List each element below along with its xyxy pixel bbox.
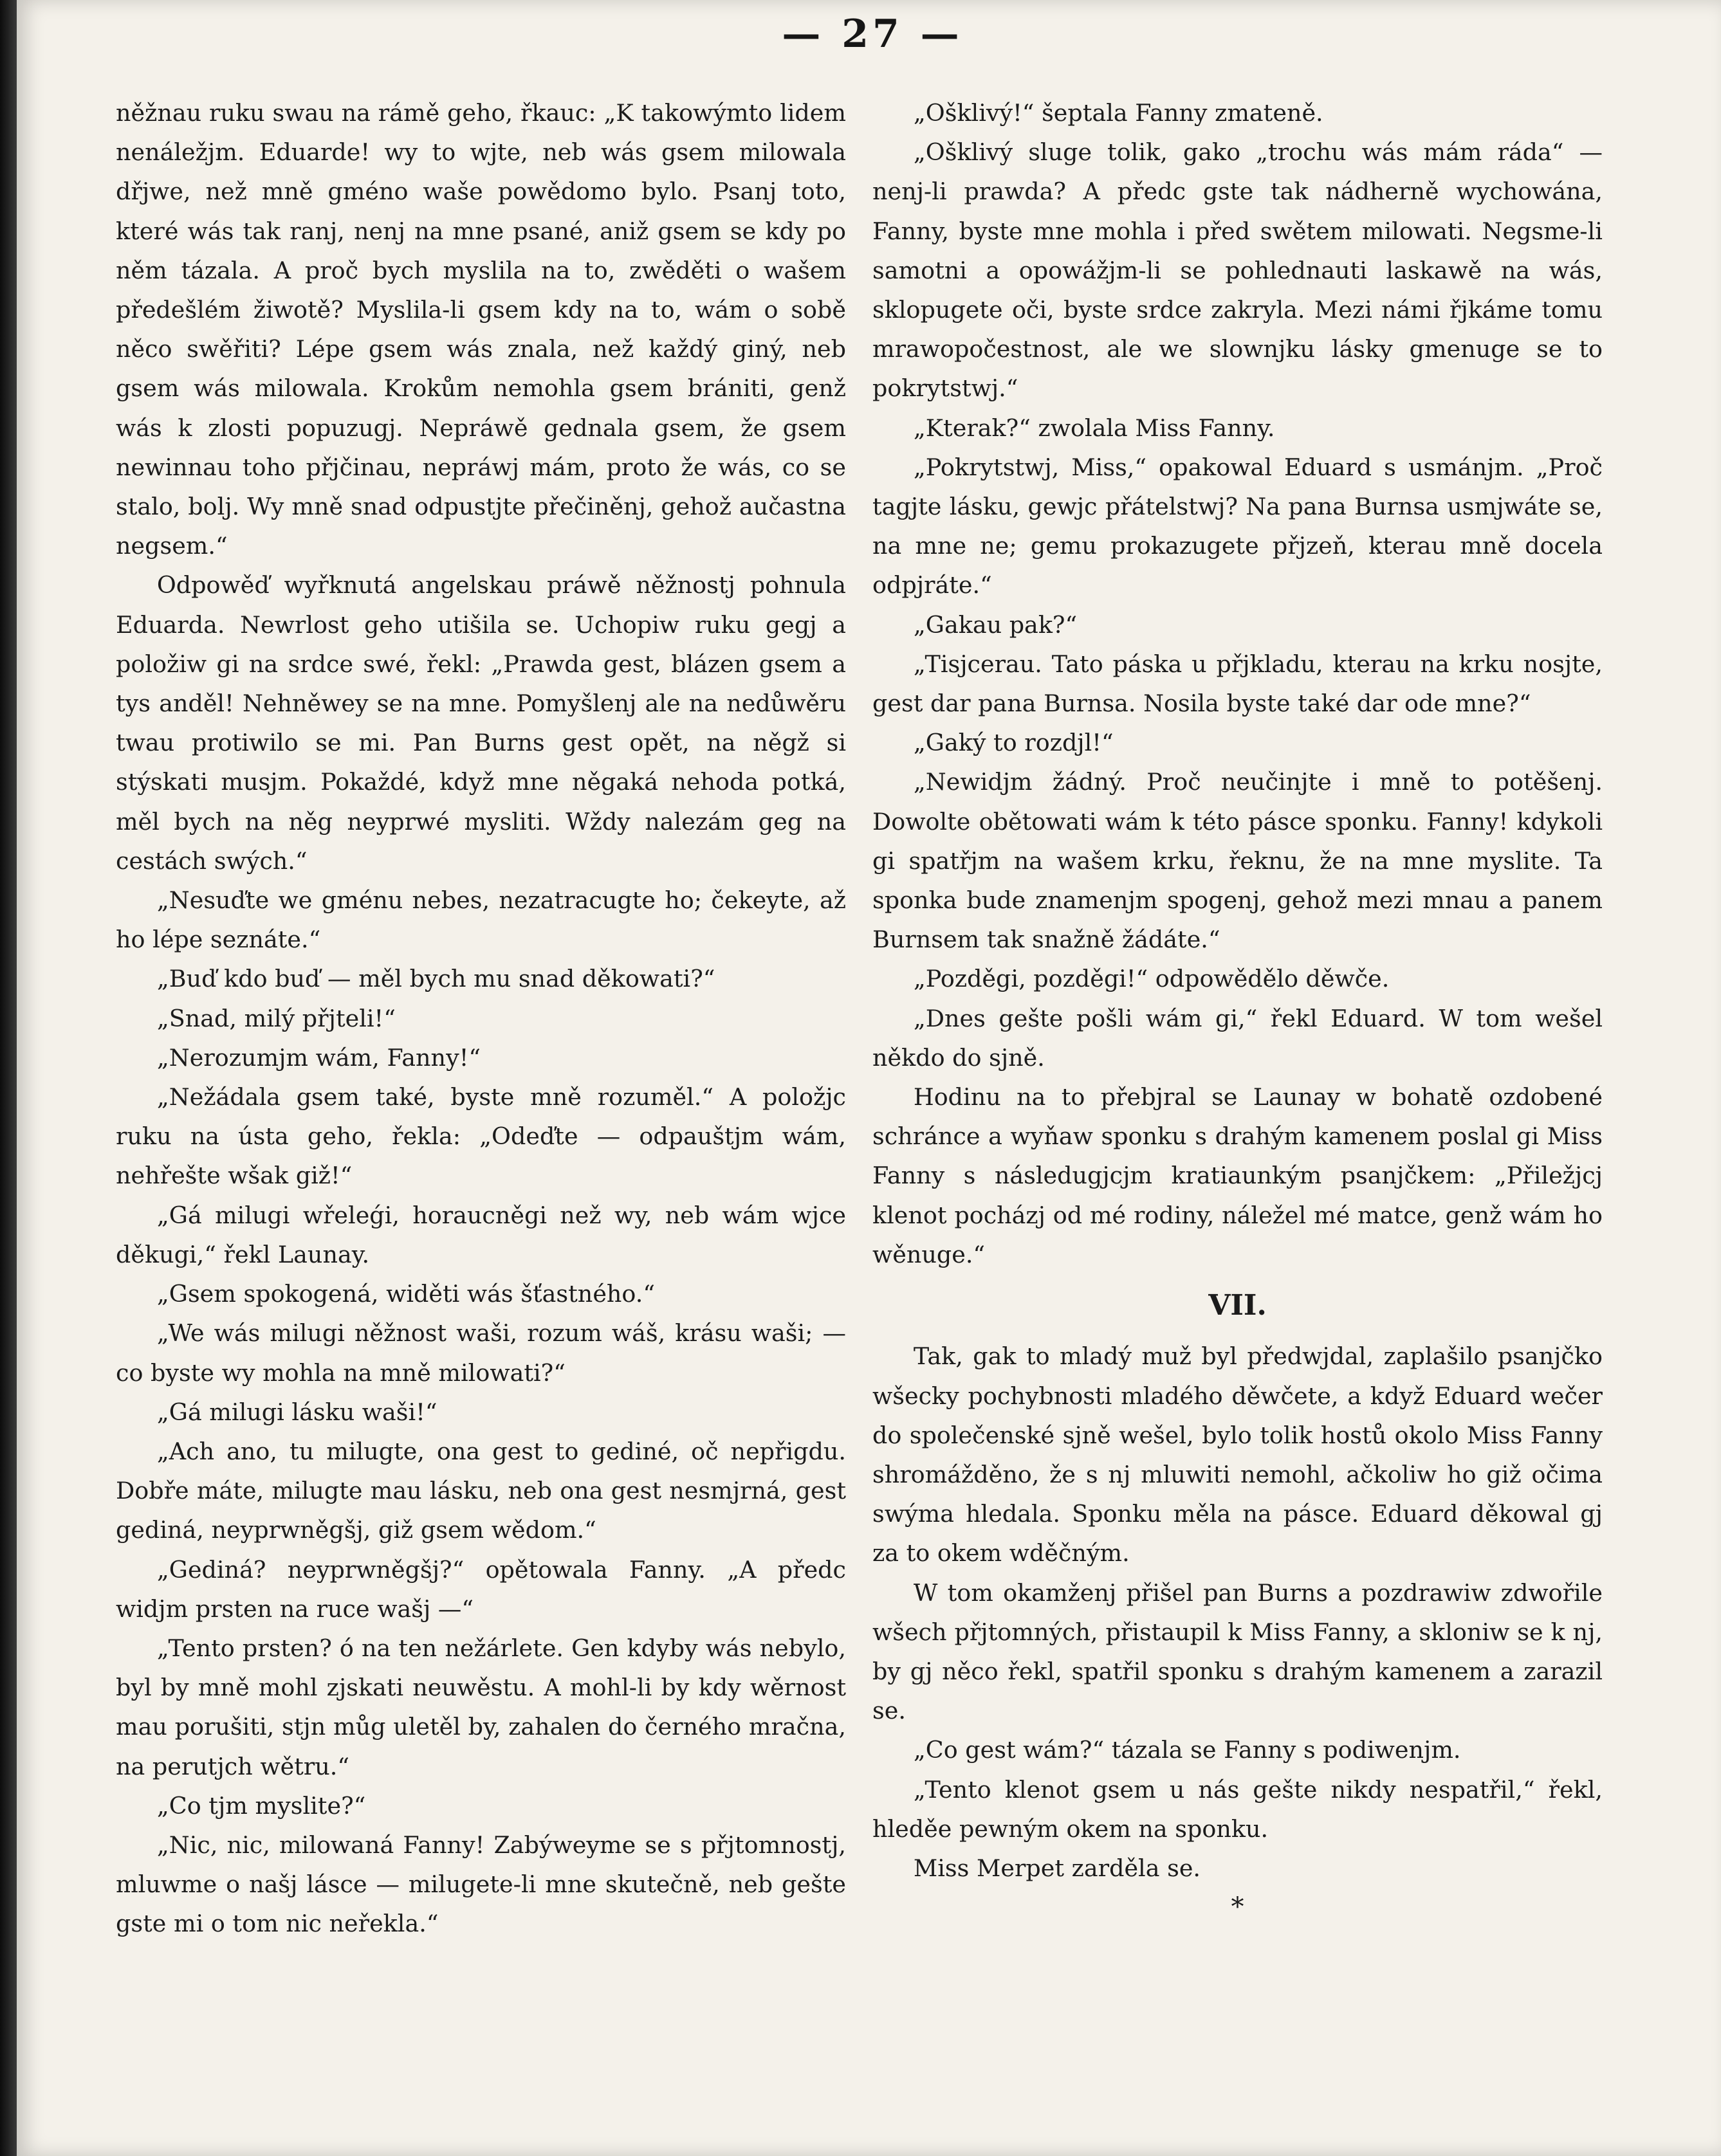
end-asterisk: * — [1231, 1892, 1244, 1923]
scan-binding-edge — [0, 0, 17, 2156]
paragraph: „Gá milugi wřeleǵi, horaucněgi než wy, neb wám wjce děkugi,“ řekl Launay. — [116, 1201, 846, 1268]
paragraph: „Ošklivý!“ šeptala Fanny zmateně. — [913, 99, 1323, 127]
book-page — [17, 0, 1721, 2156]
paragraph: „Nesuďte we gménu nebes, nezatracugte ho; čekeyte, až ho lépe seznáte.“ — [116, 886, 846, 954]
paragraph: „Gakau pak?“ — [913, 610, 1078, 639]
paragraph: „Pozděgi, pozděgi!“ odpowědělo děwče. — [913, 965, 1390, 993]
paragraph: Miss Merpet zarděla se. — [913, 1854, 1201, 1882]
paragraph: „Gá milugi lásku waši!“ — [156, 1398, 437, 1426]
paragraph: „Gsem spokogená, widěti wás šťastného.“ — [156, 1280, 656, 1308]
paragraph: „Gaký to rozdjl!“ — [913, 729, 1114, 757]
paragraph: „Tisjcerau. Tato páska u přjkladu, kterau na krku nosjte, gest dar pana Burnsa. Nosila byste také dar ode mne?“ — [872, 650, 1603, 718]
page-number: — 27 — — [782, 12, 963, 57]
paragraph: „Nežádala gsem také, byste mně rozuměl.“ A položjc ruku na ústa geho, řekla: „Odeďte — odpauštjm wám, nehřešte wšak giž!“ — [116, 1083, 846, 1190]
paragraph: „Gediná? neyprwněgšj?“ opětowala Fanny. „A předc widjm prsten na ruce wašj —“ — [116, 1555, 846, 1623]
paragraph: „Newidjm žádný. Proč neučinjte i mně to potěšenj. Dowolte obětowati wám k této pásce sponku. Fanny! kdykoli gi spatřjm na wašem krku, řeknu, že na mne myslite. Ta sponka bude znamenjm spogenj, gehož mezi mnau a panem Burnsem tak snažně žádáte.“ — [872, 768, 1603, 954]
paragraph: „Dnes gešte pošli wám gi,“ řekl Eduard. W tom wešel někdo do sjně. — [872, 1004, 1603, 1072]
paragraph: „Ošklivý sluge tolik, gako „trochu wás mám ráda“ — nenj-li prawda? A předc gste tak nádherně wychowána, Fanny, byste mne mohla i před swětem milowati. Negsme-li samotni a opowážjm-li se pohlednauti laskawě na wás, sklopugete oči, byste srdce zakryla. Mezi námi řjkáme tomu mrawopočestnost, ale we slownjku lásky gmenuge se to pokrytstwj.“ — [872, 138, 1603, 403]
paragraph: „Tento prsten? ó na ten nežárlete. Gen kdyby wás nebylo, byl by mně mohl zjskati neuwěstu. A mohl-li by kdy wěrnost mau porušiti, stjn můg uletěl by, zahalen do černého mračna, na perutjch wětru.“ — [116, 1634, 846, 1780]
paragraph: „Buď kdo buď — měl bych mu snad děkowati?“ — [156, 965, 715, 993]
paragraph: „Tento klenot gsem u nás gešte nikdy nespatřil,“ řekl, hleděe pewným okem na sponku. — [872, 1775, 1603, 1843]
left-column — [116, 93, 846, 1944]
paragraph: „Snad, milý přjteli!“ — [156, 1004, 396, 1032]
paragraph: „Co tjm myslite?“ — [156, 1791, 366, 1820]
paragraph: Tak, gak to mladý muž byl předwjdal, zaplašilo psanjčko wšecky pochybnosti mladého děwčete, a když Eduard wečer do společenské sjně wešel, bylo tolik hostů okolo Miss Fanny shromážděno, že s nj mluwiti nemohl, ačkoliw ho giž očima swýma hledala. Sponku měla na pásce. Eduard děkowal gj za to okem wděčným. — [872, 1342, 1603, 1567]
paragraph: Odpowěď wyřknutá angelskau práwě něžnostj pohnula Eduarda. Newrlost geho utišila se. Uchopiw ruku gegj a položiw gi na srdce swé, řekl: „Prawda gest, blázen gsem a tys anděl! Nehněwey se na mne. Pomyšlenj ale na nedůwěru twau protiwilo se mi. Pan Burns gest opět, na něgž si stýskati musjm. Pokaždé, když mne něgaká nehoda potká, měl bych na něg neyprwé mysliti. Wždy nalezám geg na cestách swých.“ — [116, 571, 846, 875]
paragraph: „We wás milugi něžnost waši, rozum wáš, krásu waši; — co byste wy mohla na mně milowati?“ — [116, 1319, 846, 1387]
paragraph: něžnau ruku swau na rámě geho, řkauc: „K takowýmto lidem nenáležjm. Eduarde! wy to wjte, neb wás gsem milowala dřjwe, než mně gméno waše powědomo bylo. Psanj toto, které wás tak ranj, nenj na mne psané, aniž gsem se kdy po něm tázala. A proč bych myslila na to, zwěděti o wašem předešlém žiwotě? Myslila-li gsem kdy na to, wám o sobě něco swěřiti? Lépe gsem wás znala, než každý giný, neb gsem wás milowala. Krokům nemohla gsem brániti, genž wás k zlosti popuzugj. Nepráwě gednala gsem, že gsem newinnau toho přjčinau, nepráwj mám, proto že wás, co se stalo, bolj. Wy mně snad odpustjte přečiněnj, gehož aučastna negsem.“ — [116, 99, 846, 560]
paragraph: „Nic, nic, milowaná Fanny! Zabýweyme se s přjtomnostj, mluwme o našj lásce — milugete-li mne skutečně, neb gešte gste mi o tom nic neřekla.“ — [116, 1831, 846, 1938]
paragraph: „Kterak?“ zwolala Miss Fanny. — [913, 414, 1275, 442]
paragraph: Hodinu na to přebjral se Launay w bohatě ozdobené schránce a wyňaw sponku s drahým kamenem poslal gi Miss Fanny s následugjcjm kratiaunkým psanjčkem: „Přiležjcj klenot pocházj od mé rodiny, náležel mé matce, genž wám ho wěnuge.“ — [872, 1083, 1603, 1268]
paragraph: „Ach ano, tu milugte, ona gest to gediné, oč nepřigdu. Dobře máte, milugte mau lásku, neb ona gest nesmjrná, gest gediná, neyprwněgšj, giž gsem wědom.“ — [116, 1437, 846, 1544]
paragraph: „Pokrytstwj, Miss,“ opakowal Eduard s usmánjm. „Proč tagjte lásku, gewjc přátelstwj? Na pana Burnsa usmjwáte se, na mne ne; gemu prokazugete přjzeň, kterau mně docela odpjráte.“ — [872, 453, 1603, 599]
paragraph: „Nerozumjm wám, Fanny!“ — [156, 1043, 481, 1072]
section-heading: VII. — [1208, 1289, 1267, 1322]
right-column — [872, 93, 1603, 1927]
paragraph: W tom okamženj přišel pan Burns a pozdrawiw zdwořile wšech přjtomných, přistaupil k Miss Fanny, a skloniw se k nj, by gj něco řekl, spatřil sponku s drahým kamenem a zarazil se. — [872, 1578, 1603, 1725]
paragraph: „Co gest wám?“ tázala se Fanny s podiwenjm. — [913, 1736, 1461, 1764]
